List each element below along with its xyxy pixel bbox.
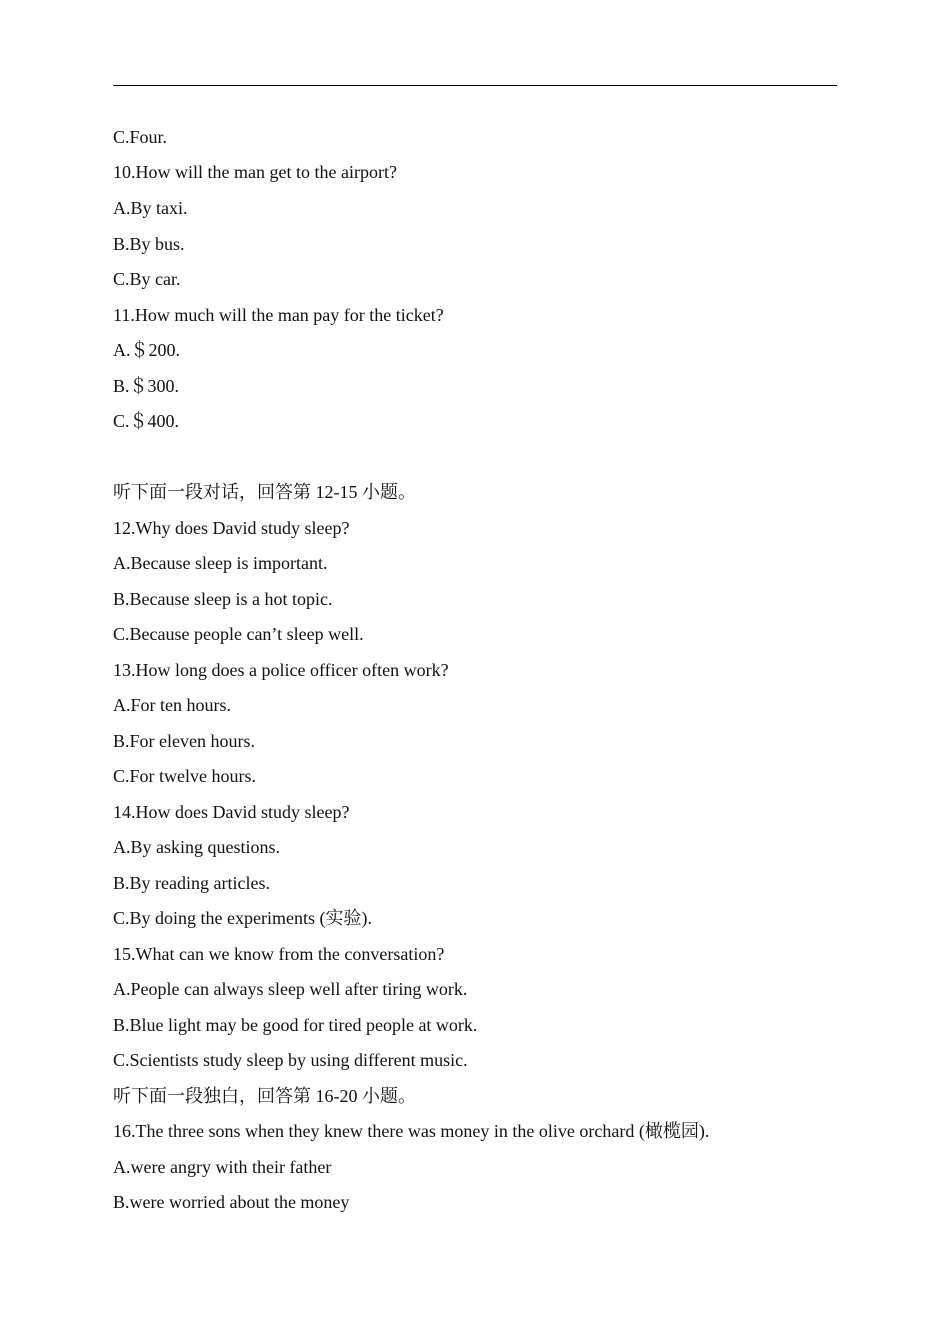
q13-option-b: B.For eleven hours. xyxy=(113,731,255,751)
q11-option-b: B.＄300. xyxy=(113,376,180,396)
q15-option-c: C.Scientists study sleep by using different music. xyxy=(113,1050,468,1070)
section-instruction-12-15: 听下面一段对话，回答第 12-15 小题。 xyxy=(113,482,416,502)
q15-option-a: A.People can always sleep well after tiring work. xyxy=(113,979,468,999)
q10-option-a: A.By taxi. xyxy=(113,198,188,218)
q12-option-a: A.Because sleep is important. xyxy=(113,553,328,573)
q15-question: 15.What can we know from the conversation? xyxy=(113,944,445,964)
q15-option-b: B.Blue light may be good for tired people at work. xyxy=(113,1015,478,1035)
section-instruction-16-20: 听下面一段独白，回答第 16-20 小题。 xyxy=(113,1086,416,1106)
q9-option-c: C.Four. xyxy=(113,127,168,147)
q13-option-c: C.For twelve hours. xyxy=(113,766,256,786)
q10-question: 10.How will the man get to the airport? xyxy=(113,162,397,182)
q14-option-a: A.By asking questions. xyxy=(113,837,281,857)
q13-question: 13.How long does a police officer often work? xyxy=(113,660,449,680)
q10-option-c: C.By car. xyxy=(113,269,181,289)
q13-option-a: A.For ten hours. xyxy=(113,695,231,715)
q16-option-a: A.were angry with their father xyxy=(113,1157,332,1177)
q12-option-b: B.Because sleep is a hot topic. xyxy=(113,589,333,609)
q16-option-b: B.were worried about the money xyxy=(113,1192,350,1212)
q12-question: 12.Why does David study sleep? xyxy=(113,518,350,538)
q16-question: 16.The three sons when they knew there was money in the olive orchard (橄榄园). xyxy=(113,1121,710,1141)
q14-option-b: B.By reading articles. xyxy=(113,873,270,893)
header-rule xyxy=(113,85,837,86)
q11-option-a: A.＄200. xyxy=(113,340,180,360)
q12-option-c: C.Because people can’t sleep well. xyxy=(113,624,364,644)
q10-option-b: B.By bus. xyxy=(113,234,185,254)
q11-question: 11.How much will the man pay for the ticket? xyxy=(113,305,444,325)
q14-option-c: C.By doing the experiments (实验). xyxy=(113,908,372,928)
q11-option-c: C.＄400. xyxy=(113,411,180,431)
q14-question: 14.How does David study sleep? xyxy=(113,802,350,822)
